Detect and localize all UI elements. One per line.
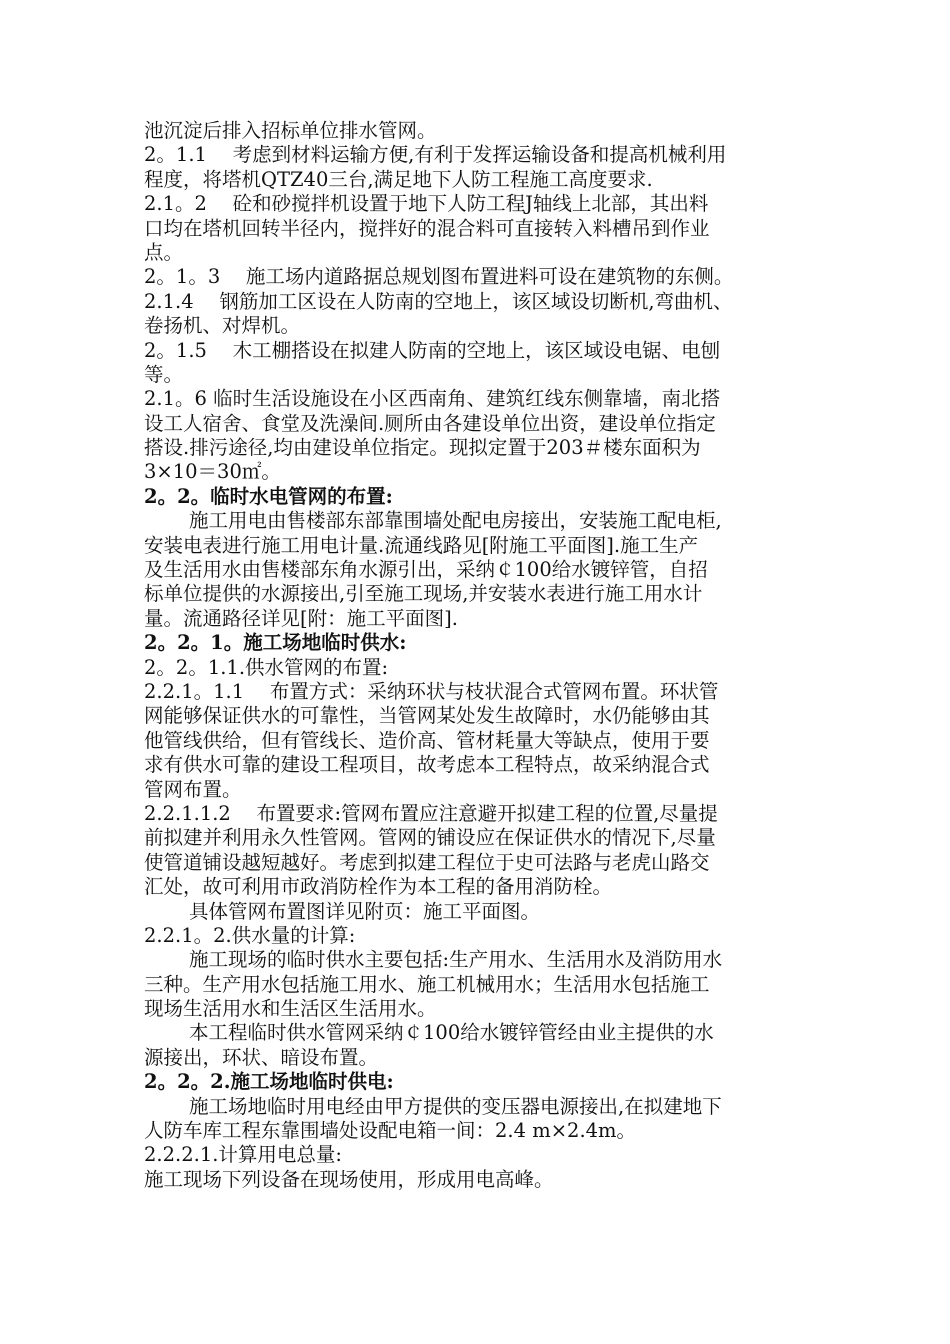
text-line: 2.2.2.1.计算用电总量:: [144, 1143, 342, 1167]
text-line: 口均在塔机回转半径内，搅拌好的混合料可直接转入料槽吊到作业: [144, 216, 710, 240]
text-line: 前拟建并利用永久性管网。管网的铺设应在保证供水的情况下,尽量: [144, 826, 716, 850]
section-heading: 2。2。2.施工场地临时供电:: [144, 1070, 394, 1094]
text-line: 池沉淀后排入招标单位排水管网。: [144, 119, 437, 142]
text-line: 施工场地临时用电经由甲方提供的变压器电源接出,在拟建地下: [189, 1094, 722, 1118]
text-line: 本工程临时供水管网采纳￠100给水镀锌管经由业主提供的水: [189, 1021, 714, 1045]
text-line: 2.2.1。1.1 布置方式：采纳环状与枝状混合式管网布置。环状管: [144, 679, 719, 703]
text-line: 三种。生产用水包括施工用水、施工机械用水；生活用水包括施工: [144, 972, 710, 996]
text-line: 及生活用水由售楼部东角水源引出，采纳￠100给水镀锌管，自招: [144, 558, 708, 582]
text-line: 求有供水可靠的建设工程项目，故考虑本工程特点，故采纳混合式: [144, 753, 710, 777]
text-line: 施工现场下列设备在现场使用，形成用电高峰。: [144, 1167, 554, 1191]
text-line: 他管线供给，但有管线长、造价高、管材耗量大等缺点，使用于要: [144, 728, 710, 752]
text-line: 3×10＝30㎡。: [144, 460, 281, 484]
text-line: 2.1。2 砼和砂搅拌机设置于地下人防工程J轴线上北部，其出料: [144, 192, 709, 216]
text-line: 2.1.4 钢筋加工区设在人防南的空地上，该区域设切断机,弯曲机、: [144, 289, 733, 313]
text-line: 量。流通路径详见[附：施工平面图].: [144, 606, 458, 630]
text-line: 施工现场的临时供水主要包括:生产用水、生活用水及消防用水: [189, 948, 723, 972]
document-body: [144, 119, 824, 1192]
text-line: 具体管网布置图详见附页：施工平面图。: [189, 899, 541, 923]
text-line: 2。1。3 施工场内道路据总规划图布置进料可设在建筑物的东侧。: [144, 265, 734, 289]
text-line: 2。1.1 考虑到材料运输方便,有利于发挥运输设备和提高机械利用: [144, 143, 727, 167]
section-heading: 2。2。1。施工场地临时供水:: [144, 631, 407, 655]
text-line: 管网布置。: [144, 777, 242, 801]
text-line: 施工用电由售楼部东部靠围墙处配电房接出，安装施工配电柜,: [189, 509, 722, 533]
text-line: 点。: [144, 240, 184, 264]
text-line: 2。2。1.1.供水管网的布置:: [144, 655, 389, 679]
text-line: 安装电表进行施工用电计量.流通线路见[附施工平面图].施工生产: [144, 533, 699, 557]
text-line: 网能够保证供水的可靠性，当管网某处发生故障时，水仍能够由其: [144, 704, 710, 728]
text-line: 程度，将塔机QTZ40三台,满足地下人防工程施工高度要求.: [144, 167, 653, 191]
text-line: 2。1.5 木工棚搭设在拟建人防南的空地上，该区域设电锯、电刨: [144, 338, 721, 362]
text-line: 设工人宿舍、食堂及洗澡间.厕所由各建设单位出资，建设单位指定: [144, 411, 716, 435]
text-line: 人防车库工程东靠围墙处设配电箱一间：2.4 m×2.4m。: [144, 1119, 637, 1143]
text-line: 2.2.1。2.供水量的计算:: [144, 923, 356, 947]
text-line: 2.2.1.1.2 布置要求:管网布置应注意避开拟建工程的位置,尽量提: [144, 801, 718, 825]
text-line: 标单位提供的水源接出,引至施工现场,并安装水表进行施工用水计: [144, 582, 703, 606]
text-line: 2.1。6 临时生活设施设在小区西南角、建筑红线东侧靠墙，南北搭: [144, 387, 721, 411]
text-line: 搭设.排污途径,均由建设单位指定。现拟定置于203＃楼东面积为: [144, 436, 701, 460]
text-line: 现场生活用水和生活区生活用水。: [144, 997, 437, 1021]
section-heading: 2。2。临时水电管网的布置:: [144, 484, 393, 508]
text-line: 汇处，故可利用市政消防栓作为本工程的备用消防栓。: [144, 875, 613, 899]
text-line: 源接出，环状、暗设布置。: [144, 1045, 379, 1069]
text-line: 卷扬机、对焊机。: [144, 314, 301, 338]
text-line: 等。: [144, 362, 184, 386]
text-line: 使管道铺设越短越好。考虑到拟建工程位于史可法路与老虎山路交: [144, 850, 710, 874]
